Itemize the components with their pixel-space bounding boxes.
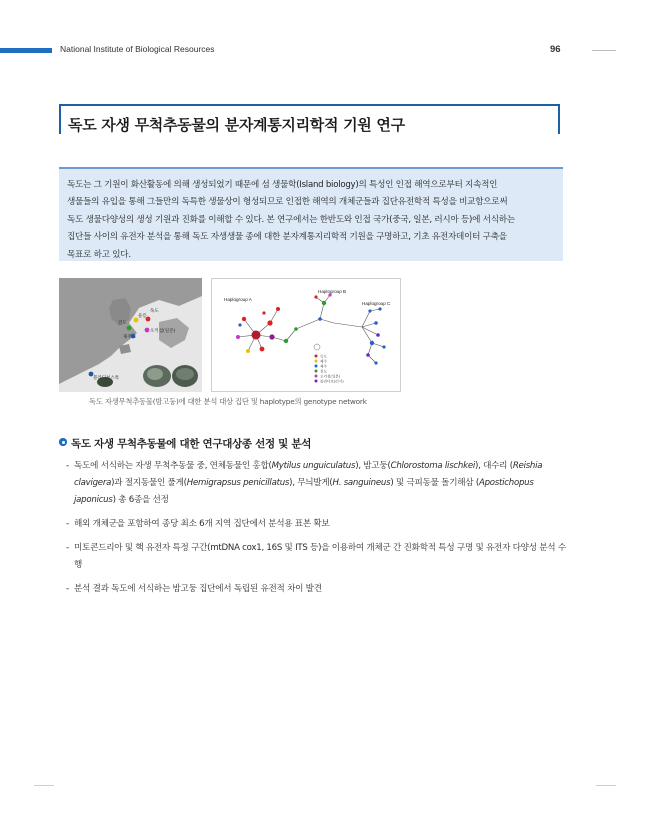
list-text: 해외 개체군을 포함하여 종당 최소 6개 지역 집단에서 분석용 표본 확보 bbox=[74, 519, 330, 530]
map-label-ulleung: 울릉 bbox=[138, 314, 147, 319]
species-name: Apostichopus japonicus bbox=[74, 478, 534, 506]
map-label-jeju: 제주도 bbox=[123, 335, 137, 340]
figure-caption: 독도 자생무척추동물(밤고둥)에 대한 분석 대상 집단 및 haplotype의 genotype network bbox=[89, 397, 367, 406]
list-dash: - bbox=[66, 542, 69, 553]
legend-scale-icon bbox=[314, 344, 320, 350]
page-title: 독도 자생 무척추동물의 분자계통지리학적 기원 연구 bbox=[68, 116, 405, 134]
map-label-jindo: 진도 bbox=[118, 321, 127, 326]
legend-item: 블라디보(러시) bbox=[320, 379, 344, 384]
summary-line: 생물들의 유입을 통해 그들만의 독특한 생물상이 형성되므로 인접한 해역의 개체군들과 집단유전학적 특성을 비교함으로써 bbox=[67, 197, 508, 208]
crop-mark bbox=[596, 785, 616, 786]
legend-item: 오키섬(일본) bbox=[320, 374, 341, 379]
sampling-map-image bbox=[59, 278, 202, 392]
section-title: 독도 자생 무척추동물에 대한 연구대상종 선정 및 분석 bbox=[71, 438, 312, 450]
list-text: 미토콘드리아 및 핵 유전자 특정 구간(mtDNA cox1, 16S 및 ITS 등)을 이용하여 개체군 간 진화학적 특성 구명 및 유전자 다양성 분석 수행 bbox=[74, 542, 566, 571]
list-item bbox=[66, 516, 566, 533]
section-bullet-icon bbox=[59, 438, 67, 446]
list-text: 분석 결과 독도에 서식하는 밤고둥 집단에서 독립된 유전적 차이 발견 bbox=[74, 583, 322, 594]
network-svg bbox=[212, 279, 400, 391]
species-name: Hemigrapsus penicillatus bbox=[186, 478, 290, 489]
species-name: Reishia clavigera bbox=[74, 461, 543, 489]
list-text: ), 무늬발게( bbox=[289, 478, 333, 489]
species-name: Chlorostoma lischkei bbox=[390, 461, 475, 471]
legend-item: 진도 bbox=[320, 369, 327, 374]
oki-marker bbox=[145, 328, 150, 333]
list-item bbox=[66, 581, 566, 598]
section-item-list bbox=[66, 458, 566, 604]
list-item bbox=[66, 540, 566, 574]
header-rule bbox=[592, 50, 616, 51]
label-haplogroup-a: Haplogroup A bbox=[224, 297, 252, 302]
summary-box bbox=[59, 167, 563, 261]
species-name: Mytilus unguiculatus bbox=[271, 461, 356, 471]
legend-item: 제주 bbox=[320, 364, 327, 369]
list-text: ), 밤고둥( bbox=[355, 461, 391, 471]
list-text: ) 및 극피동물 돌기해삼 ( bbox=[390, 478, 479, 489]
list-item bbox=[66, 458, 566, 510]
haplotype-network-figure bbox=[211, 278, 401, 392]
label-haplogroup-c: Haplogroup C bbox=[362, 301, 391, 306]
legend-item: 제주 bbox=[320, 359, 327, 364]
list-text: )과 절지동물인 풀게( bbox=[111, 478, 187, 489]
label-haplogroup-b: Haplogroup B bbox=[318, 289, 347, 294]
map-label-oki: 오키섬(일본) bbox=[150, 329, 176, 334]
jindo-marker bbox=[127, 326, 132, 331]
list-text: 독도에 서식하는 자생 무척추동물 중, 연체동물인 홍합( bbox=[74, 461, 272, 471]
list-dash: - bbox=[66, 519, 69, 530]
map-svg bbox=[59, 278, 202, 392]
species-name: H. sanguineus bbox=[332, 478, 391, 489]
summary-line: 집단들 사이의 유전자 분석을 통해 독도 자생생물 종에 대한 분자계통지리학적 기원을 구명하고, 기초 유전자데이터 구축을 bbox=[67, 232, 507, 243]
map-label-dokdo: 독도 bbox=[150, 309, 159, 314]
list-text: ), 대수리 ( bbox=[475, 461, 513, 471]
list-dash: - bbox=[66, 461, 69, 471]
header-accent-bar bbox=[0, 48, 52, 53]
summary-line: 목표로 하고 있다. bbox=[67, 249, 131, 260]
page-number: 96 bbox=[550, 44, 561, 55]
header-org-name: National Institute of Biological Resources bbox=[60, 44, 215, 54]
crop-mark bbox=[34, 785, 54, 786]
summary-line: 독도는 그 기원이 화산활동에 의해 생성되었기 때문에 섬 생물학(Island biology)의 특성인 인접 해역으로부터 지속적인 bbox=[67, 180, 498, 190]
map-label-vladivostok: 블라디보스톡 bbox=[93, 376, 120, 381]
summary-line: 독도 생물다양성의 생성 기원과 진화를 이해할 수 있다. 본 연구에서는 한반도와 인접 국가(중국, 일본, 러시아 등)에 서식하는 bbox=[67, 214, 515, 225]
list-dash: - bbox=[66, 583, 69, 594]
network-legend bbox=[314, 344, 344, 384]
list-text: ) 총 6종을 선정 bbox=[112, 495, 169, 506]
legend-item: 독도 bbox=[320, 354, 327, 359]
